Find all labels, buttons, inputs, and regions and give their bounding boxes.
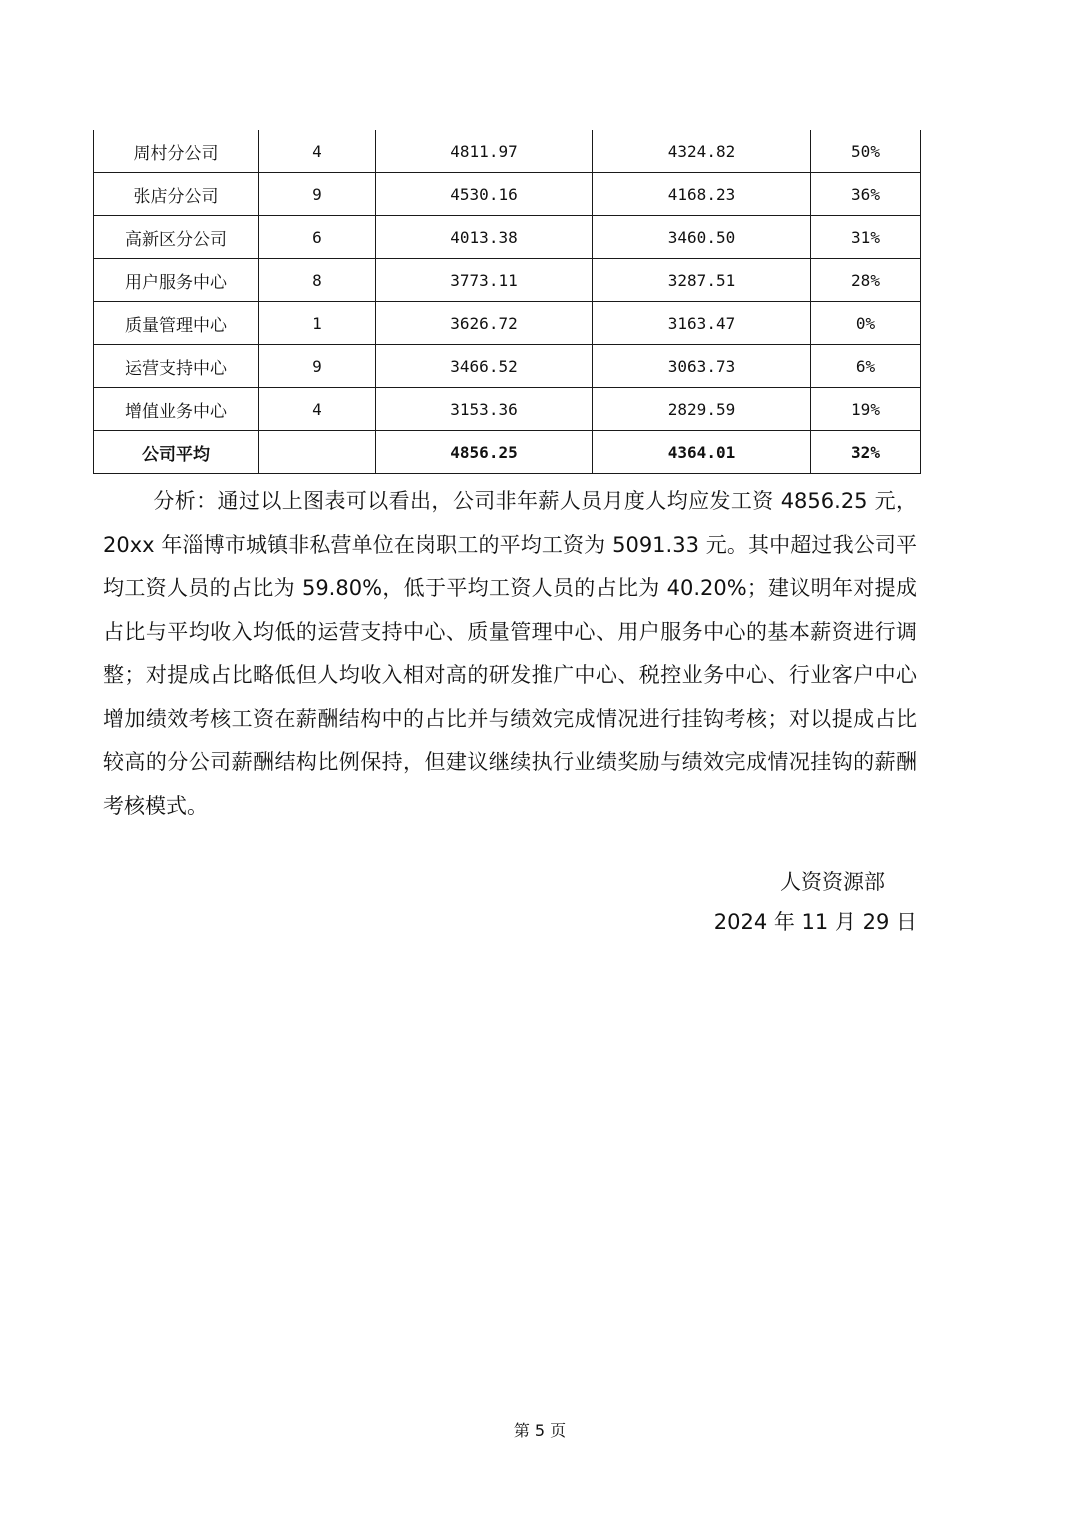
actual-wage-cell: 3460.50 bbox=[593, 216, 811, 259]
ratio-cell: 50% bbox=[811, 130, 921, 173]
table-row bbox=[94, 173, 921, 216]
payable-wage-cell: 4530.16 bbox=[376, 173, 593, 216]
actual-wage-cell: 4168.23 bbox=[593, 173, 811, 216]
average-payable-cell: 4856.25 bbox=[376, 431, 593, 474]
ratio-cell: 28% bbox=[811, 259, 921, 302]
ratio-cell: 19% bbox=[811, 388, 921, 431]
ratio-cell: 0% bbox=[811, 302, 921, 345]
headcount-cell: 4 bbox=[259, 388, 376, 431]
actual-wage-cell: 3163.47 bbox=[593, 302, 811, 345]
payable-wage-cell: 4811.97 bbox=[376, 130, 593, 173]
average-actual-cell: 4364.01 bbox=[593, 431, 811, 474]
actual-wage-cell: 3063.73 bbox=[593, 345, 811, 388]
average-ratio-cell: 32% bbox=[811, 431, 921, 474]
actual-wage-cell: 4324.82 bbox=[593, 130, 811, 173]
average-row bbox=[94, 431, 921, 474]
dept-name-cell: 周村分公司 bbox=[94, 130, 259, 173]
payable-wage-cell: 3153.36 bbox=[376, 388, 593, 431]
headcount-cell: 9 bbox=[259, 345, 376, 388]
actual-wage-cell: 3287.51 bbox=[593, 259, 811, 302]
table-row bbox=[94, 130, 921, 173]
payable-wage-cell: 3626.72 bbox=[376, 302, 593, 345]
table-row bbox=[94, 216, 921, 259]
dept-name-cell: 运营支持中心 bbox=[94, 345, 259, 388]
average-label-cell: 公司平均 bbox=[94, 431, 259, 474]
payable-wage-cell: 3466.52 bbox=[376, 345, 593, 388]
analysis-paragraph: 分析：通过以上图表可以看出，公司非年薪人员月度人均应发工资 4856.25 元，20xx 年淄博市城镇非私营单位在岗职工的平均工资为 5091.33 元。其中超过我公司平均工资人员的占比为 59.80%，低于平均工资人员的占比为 40.20%；建议明年对提成占比与平均收入均低的运营支持中心、质量管理中心、用户服务中心的基本薪资进行调整；对提成占比略低但人均收入相对高的研发推广中心、税控业务中心、行业客户中心增加绩效考核工资在薪酬结构中的占比并与绩效完成情况进行挂钩考核；对以提成占比较高的分公司薪酬结构比例保持，但建议继续执行业绩奖励与绩效完成情况挂钩的薪酬考核模式。 bbox=[103, 489, 917, 818]
headcount-cell: 4 bbox=[259, 130, 376, 173]
ratio-cell: 6% bbox=[811, 345, 921, 388]
dept-name-cell: 张店分公司 bbox=[94, 173, 259, 216]
dept-name-cell: 用户服务中心 bbox=[94, 259, 259, 302]
salary-table bbox=[93, 130, 921, 474]
headcount-cell: 6 bbox=[259, 216, 376, 259]
table-row bbox=[94, 302, 921, 345]
page-number: 第 5 页 bbox=[513, 1421, 567, 1440]
signature-department: 人资资源部 bbox=[780, 870, 885, 894]
headcount-cell: 1 bbox=[259, 302, 376, 345]
dept-name-cell: 高新区分公司 bbox=[94, 216, 259, 259]
payable-wage-cell: 3773.11 bbox=[376, 259, 593, 302]
payable-wage-cell: 4013.38 bbox=[376, 216, 593, 259]
actual-wage-cell: 2829.59 bbox=[593, 388, 811, 431]
table-row bbox=[94, 259, 921, 302]
signature-date: 2024 年 11 月 29 日 bbox=[713, 910, 917, 934]
headcount-cell: 9 bbox=[259, 173, 376, 216]
average-headcount-cell bbox=[259, 431, 376, 474]
dept-name-cell: 增值业务中心 bbox=[94, 388, 259, 431]
headcount-cell: 8 bbox=[259, 259, 376, 302]
dept-name-cell: 质量管理中心 bbox=[94, 302, 259, 345]
ratio-cell: 36% bbox=[811, 173, 921, 216]
table-row bbox=[94, 388, 921, 431]
ratio-cell: 31% bbox=[811, 216, 921, 259]
table-row bbox=[94, 345, 921, 388]
